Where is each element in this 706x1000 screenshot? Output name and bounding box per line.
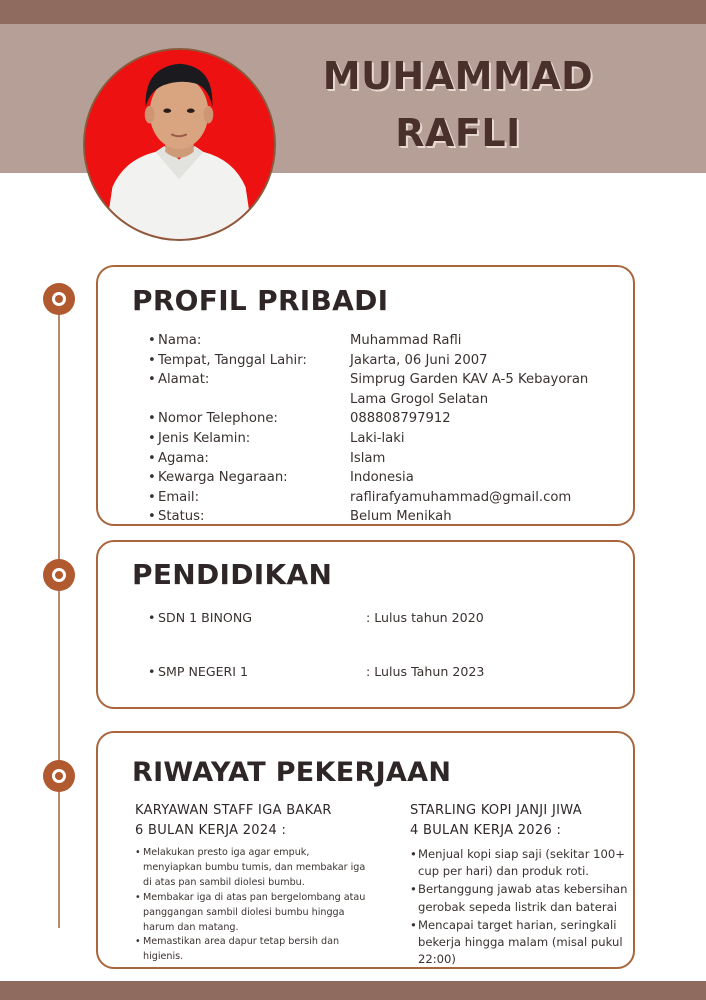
- field-value: Simprug Garden KAV A-5 Kebayoran Lama Grogol Selatan: [350, 372, 589, 407]
- job-duty: • Bertanggung jawab atas kebersihan gerobak sepeda listrik dan baterai: [410, 881, 638, 916]
- job-duty: • Menjual kopi siap saji (sekitar 100+ cup per hari) dan produk roti.: [410, 846, 638, 881]
- top-strip: [0, 0, 706, 24]
- field-label: • Agama:: [148, 449, 350, 469]
- education-school: • SDN 1 BINONG: [148, 610, 366, 625]
- field-value: Muhammad Rafli: [350, 333, 462, 348]
- bottom-strip: [0, 981, 706, 1000]
- job-duration: 4 BULAN KERJA 2026 :: [410, 823, 562, 838]
- profile-field: [148, 449, 628, 469]
- timeline-dot-work: [43, 760, 75, 792]
- education-section-title: PENDIDIKAN: [132, 558, 333, 591]
- profile-field: [148, 370, 628, 409]
- work-card: [96, 731, 635, 969]
- education-school: • SMP NEGERI 1: [148, 664, 366, 679]
- field-value: Laki-laki: [350, 430, 405, 446]
- job-title: KARYAWAN STAFF IGA BAKAR: [135, 803, 332, 818]
- education-item: [148, 664, 484, 679]
- job-duty-list: [410, 846, 638, 969]
- work-section-title: RIWAYAT PEKERJAAN: [132, 757, 452, 788]
- field-value: Islam: [350, 450, 386, 466]
- education-year: : Lulus Tahun 2023: [366, 664, 485, 679]
- field-label: • Kewarga Negaraan:: [148, 468, 350, 488]
- education-item: [148, 610, 484, 625]
- job-entry: [410, 801, 638, 969]
- timeline-line: [58, 300, 60, 928]
- field-value: Indonesia: [350, 470, 414, 486]
- profile-photo-illustration: [85, 50, 274, 239]
- field-label: • Alamat:: [148, 370, 350, 409]
- field-value: Jakarta, 06 Juni 2007: [350, 352, 488, 368]
- field-label: • Nama:: [148, 331, 350, 351]
- field-value: 088808797912: [350, 411, 451, 427]
- profile-field: [148, 409, 628, 429]
- name-line-1: MUHAMMAD: [322, 54, 594, 98]
- name-title: [292, 48, 624, 162]
- profile-field: [148, 331, 628, 351]
- field-value: raflirafyamuhammad@gmail.com: [350, 489, 572, 505]
- job-duty-list: [135, 846, 371, 965]
- field-label: • Jenis Kelamin:: [148, 429, 350, 449]
- field-value: Belum Menikah: [350, 509, 452, 525]
- profile-section-title: PROFIL PRIBADI: [132, 284, 389, 317]
- field-label: • Nomor Telephone:: [148, 409, 350, 429]
- profile-photo: [83, 48, 276, 241]
- job-title: STARLING KOPI JANJI JIWA: [410, 803, 582, 818]
- field-label: • Tempat, Tanggal Lahir:: [148, 351, 350, 371]
- field-label: • Status:: [148, 507, 350, 527]
- timeline-dot-profile: [43, 283, 75, 315]
- job-duration: 6 BULAN KERJA 2024 :: [135, 823, 287, 838]
- profile-field: [148, 488, 628, 508]
- profile-field: [148, 507, 628, 527]
- profile-field: [148, 468, 628, 488]
- education-card: [96, 540, 635, 709]
- profile-card: [96, 265, 635, 526]
- job-duty: • Membakar iga di atas pan bergelombang atau panggangan sambil diolesi bumbu hingga harum dan matang.: [135, 891, 371, 936]
- education-year: : Lulus tahun 2020: [366, 610, 484, 625]
- timeline-dot-education: [43, 559, 75, 591]
- job-duty: • Memastikan area dapur tetap bersih dan higienis.: [135, 935, 371, 965]
- profile-field: [148, 429, 628, 449]
- name-line-2: RAFLI: [395, 111, 521, 155]
- profile-field-list: [148, 331, 628, 527]
- job-duty: • Melakukan presto iga agar empuk, menyiapkan bumbu tumis, dan membakar iga di atas pan sambil diolesi bumbu.: [135, 846, 371, 891]
- profile-field: [148, 351, 628, 371]
- job-entry: [135, 801, 371, 965]
- field-label: • Email:: [148, 488, 350, 508]
- job-duty: • Mencapai target harian, seringkali bekerja hingga malam (misal pukul 22:00): [410, 917, 638, 969]
